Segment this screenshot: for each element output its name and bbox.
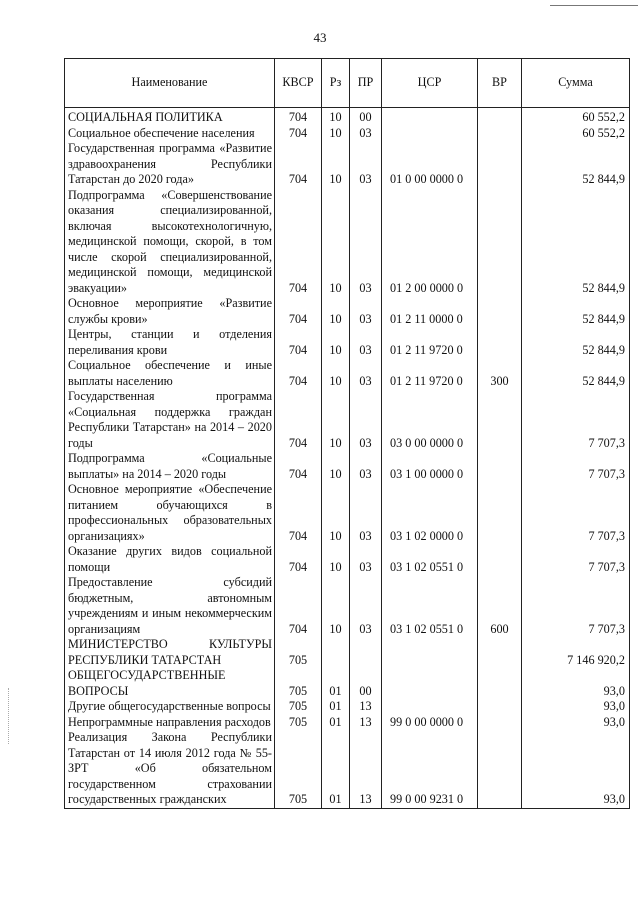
cell-sum: 60 552,2 [522, 126, 630, 142]
table-row [65, 699, 630, 715]
cell-pr: 13 [350, 699, 382, 715]
table-row [65, 715, 630, 731]
cell-rz: 10 [322, 482, 350, 544]
cell-pr: 03 [350, 358, 382, 389]
cell-name: Основное мероприятие «Обеспечение питанием обучающихся в профессиональных образовательных организациях» [65, 482, 275, 544]
cell-pr: 03 [350, 188, 382, 297]
cell-kvsr: 704 [275, 575, 322, 637]
cell-vr [478, 451, 522, 482]
table-header [65, 59, 630, 108]
header-pr: ПР [350, 59, 382, 108]
cell-pr: 00 [350, 108, 382, 126]
header-csr: ЦСР [382, 59, 478, 108]
cell-csr [382, 126, 478, 142]
cell-rz: 01 [322, 730, 350, 808]
cell-rz: 10 [322, 544, 350, 575]
cell-csr: 01 2 00 0000 0 [382, 188, 478, 297]
cell-vr [478, 715, 522, 731]
cell-csr: 03 1 02 0000 0 [382, 482, 478, 544]
cell-rz: 10 [322, 389, 350, 451]
cell-rz: 10 [322, 327, 350, 358]
cell-sum: 93,0 [522, 699, 630, 715]
cell-csr [382, 668, 478, 699]
cell-rz: 01 [322, 699, 350, 715]
header-kvsr: КВСР [275, 59, 322, 108]
cell-name: Подпрограмма «Совершенствование оказания специализированной, включая высокотехнологичную, медицинской помощи, скорой, в том числе скорой специализированной, медицинской помощи, медицинской эвакуации» [65, 188, 275, 297]
cell-rz: 01 [322, 668, 350, 699]
cell-rz: 10 [322, 141, 350, 188]
cell-rz: 10 [322, 451, 350, 482]
table-row [65, 358, 630, 389]
cell-name: Оказание других видов социальной помощи [65, 544, 275, 575]
cell-kvsr: 704 [275, 451, 322, 482]
cell-kvsr: 704 [275, 358, 322, 389]
cell-name: Реализация Закона Республики Татарстан от 14 июля 2012 года № 55-ЗРТ «Об обязательном государственном страховании государственных гражданских [65, 730, 275, 808]
cell-name: Непрограммные направления расходов [65, 715, 275, 731]
table-row [65, 327, 630, 358]
cell-name: Предоставление субсидий бюджетным, автономным учреждениям и иным некоммерческим организациям [65, 575, 275, 637]
cell-kvsr: 704 [275, 389, 322, 451]
cell-vr [478, 544, 522, 575]
table-row [65, 389, 630, 451]
cell-sum: 52 844,9 [522, 358, 630, 389]
table-row [65, 126, 630, 142]
cell-pr: 03 [350, 575, 382, 637]
cell-rz [322, 637, 350, 668]
table-row [65, 482, 630, 544]
cell-csr [382, 637, 478, 668]
cell-rz: 10 [322, 108, 350, 126]
cell-sum: 52 844,9 [522, 296, 630, 327]
cell-sum: 93,0 [522, 715, 630, 731]
cell-name: Основное мероприятие «Развитие службы крови» [65, 296, 275, 327]
cell-vr [478, 637, 522, 668]
cell-name: МИНИСТЕРСТВО КУЛЬТУРЫ РЕСПУБЛИКИ ТАТАРСТАН [65, 637, 275, 668]
cell-kvsr: 704 [275, 544, 322, 575]
cell-sum: 52 844,9 [522, 327, 630, 358]
table-row [65, 730, 630, 808]
cell-pr: 03 [350, 296, 382, 327]
cell-kvsr: 704 [275, 108, 322, 126]
table-row [65, 668, 630, 699]
table-row [65, 108, 630, 126]
cell-csr: 01 2 11 9720 0 [382, 358, 478, 389]
cell-csr: 03 0 00 0000 0 [382, 389, 478, 451]
table-row [65, 544, 630, 575]
cell-pr: 03 [350, 451, 382, 482]
cell-pr: 03 [350, 482, 382, 544]
cell-csr: 01 2 11 0000 0 [382, 296, 478, 327]
cell-pr: 13 [350, 730, 382, 808]
cell-kvsr: 705 [275, 699, 322, 715]
cell-vr [478, 296, 522, 327]
cell-sum: 52 844,9 [522, 188, 630, 297]
table-row [65, 637, 630, 668]
cell-pr: 00 [350, 668, 382, 699]
cell-rz: 01 [322, 715, 350, 731]
cell-kvsr: 704 [275, 141, 322, 188]
cell-sum: 52 844,9 [522, 141, 630, 188]
cell-vr [478, 482, 522, 544]
cell-kvsr: 704 [275, 188, 322, 297]
cell-name: Социальное обеспечение и иные выплаты населению [65, 358, 275, 389]
cell-csr: 03 1 02 0551 0 [382, 575, 478, 637]
table-row [65, 451, 630, 482]
cell-vr [478, 188, 522, 297]
cell-name: Государственная программа «Социальная поддержка граждан Республики Татарстан» на 2014 – 2020 годы [65, 389, 275, 451]
cell-kvsr: 704 [275, 327, 322, 358]
cell-vr [478, 668, 522, 699]
cell-sum: 7 146 920,2 [522, 637, 630, 668]
cell-sum: 7 707,3 [522, 451, 630, 482]
cell-csr: 99 0 00 9231 0 [382, 730, 478, 808]
scan-margin-marks [8, 688, 12, 744]
header-row [65, 59, 630, 108]
cell-name: Другие общегосударственные вопросы [65, 699, 275, 715]
cell-vr: 600 [478, 575, 522, 637]
cell-name: Государственная программа «Развитие здравоохранения Республики Татарстан до 2020 года» [65, 141, 275, 188]
cell-vr [478, 730, 522, 808]
cell-name: Подпрограмма «Социальные выплаты» на 2014 – 2020 годы [65, 451, 275, 482]
cell-vr [478, 389, 522, 451]
cell-sum: 93,0 [522, 668, 630, 699]
cell-sum: 7 707,3 [522, 482, 630, 544]
table-body [65, 108, 630, 809]
cell-rz: 10 [322, 575, 350, 637]
cell-kvsr: 704 [275, 296, 322, 327]
cell-vr [478, 141, 522, 188]
cell-pr: 03 [350, 544, 382, 575]
cell-vr: 300 [478, 358, 522, 389]
cell-vr [478, 699, 522, 715]
cell-pr: 03 [350, 327, 382, 358]
cell-sum: 93,0 [522, 730, 630, 808]
header-vr: ВР [478, 59, 522, 108]
cell-csr: 01 0 00 0000 0 [382, 141, 478, 188]
cell-kvsr: 705 [275, 730, 322, 808]
cell-name: СОЦИАЛЬНАЯ ПОЛИТИКА [65, 108, 275, 126]
cell-csr: 99 0 00 0000 0 [382, 715, 478, 731]
cell-kvsr: 704 [275, 126, 322, 142]
cell-vr [478, 108, 522, 126]
cell-sum: 7 707,3 [522, 575, 630, 637]
cell-vr [478, 126, 522, 142]
cell-pr: 03 [350, 141, 382, 188]
page-number: 43 [313, 30, 327, 45]
cell-pr: 03 [350, 389, 382, 451]
header-rz: Рз [322, 59, 350, 108]
header-name: Наименование [65, 59, 275, 108]
top-corner-rule [550, 5, 638, 6]
cell-sum: 7 707,3 [522, 389, 630, 451]
cell-vr [478, 327, 522, 358]
cell-rz: 10 [322, 126, 350, 142]
table-row [65, 575, 630, 637]
cell-kvsr: 704 [275, 482, 322, 544]
cell-rz: 10 [322, 296, 350, 327]
table-row [65, 188, 630, 297]
cell-csr: 03 1 00 0000 0 [382, 451, 478, 482]
budget-table [64, 58, 630, 809]
cell-csr [382, 699, 478, 715]
cell-pr [350, 637, 382, 668]
cell-csr: 03 1 02 0551 0 [382, 544, 478, 575]
cell-csr: 01 2 11 9720 0 [382, 327, 478, 358]
cell-csr [382, 108, 478, 126]
cell-name: Социальное обеспечение населения [65, 126, 275, 142]
cell-kvsr: 705 [275, 668, 322, 699]
cell-sum: 60 552,2 [522, 108, 630, 126]
table-row [65, 296, 630, 327]
cell-kvsr: 705 [275, 715, 322, 731]
cell-pr: 13 [350, 715, 382, 731]
cell-rz: 10 [322, 358, 350, 389]
table-row [65, 141, 630, 188]
cell-sum: 7 707,3 [522, 544, 630, 575]
header-sum: Сумма [522, 59, 630, 108]
cell-name: Центры, станции и отделения переливания крови [65, 327, 275, 358]
cell-name: ОБЩЕГОСУДАРСТВЕННЫЕ ВОПРОСЫ [65, 668, 275, 699]
cell-pr: 03 [350, 126, 382, 142]
cell-kvsr: 705 [275, 637, 322, 668]
cell-rz: 10 [322, 188, 350, 297]
